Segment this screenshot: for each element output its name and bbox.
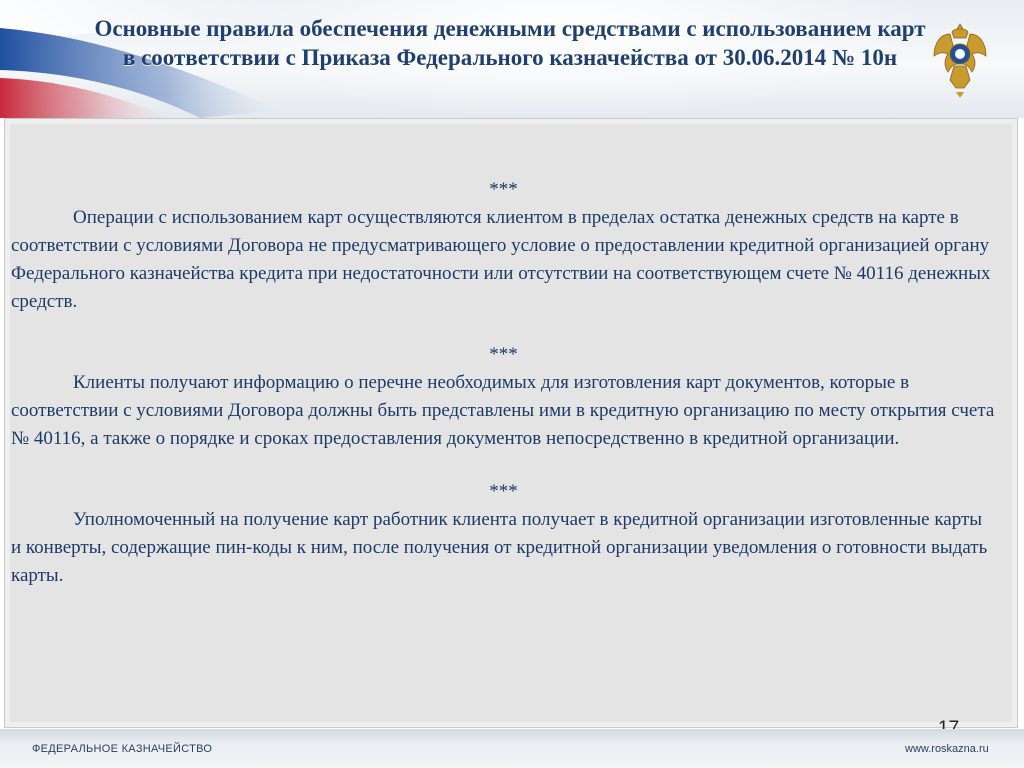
slide-title [30,14,990,72]
slide-header [0,0,1024,118]
slide-footer [0,729,1024,768]
slide-body [11,176,996,590]
footer-organization: ФЕДЕРАЛЬНОЕ КАЗНАЧЕЙСТВО [32,743,213,755]
treasury-emblem-icon [932,20,988,100]
section-separator: *** [489,481,518,502]
spacer [11,316,996,341]
title-line-2: в соответствии с Приказа Федерального казначейства от 30.06.2014 № 10н [122,45,898,70]
paragraph-card-receipt: Уполномоченный на получение карт работник клиента получает в кредитной организации изготовленные карты и конверты, содержащие пин-коды к ним, после получения от кредитной организации уведомления о готовности выдать карты. [11,509,988,586]
section-separator: *** [489,179,518,200]
title-line-1: Основные правила обеспечения денежными средствами с использованием карт [94,16,926,41]
spacer [11,453,996,478]
footer-website-link[interactable]: www.roskazna.ru [905,743,989,755]
paragraph-client-documents: Клиенты получают информацию о перечне необходимых для изготовления карт документов, которые в соответствии с условиями Договора должны быть представлены ими в кредитную организацию по месту открытия счета № 40116, а также о порядке и сроках предоставления документов непосредственно в кредитной организации. [11,372,995,449]
section-separator: *** [489,344,518,365]
paragraph-card-operations: Операции с использованием карт осуществляются клиентом в пределах остатка денежных средств на карте в соответствии с условиями Договора не предусматривающего условие о предоставлении кредитной организацией органу Федерального казначейства кредита при недостаточности или отсутствии на соответствующем счете № 40116 денежных средств. [11,207,991,312]
